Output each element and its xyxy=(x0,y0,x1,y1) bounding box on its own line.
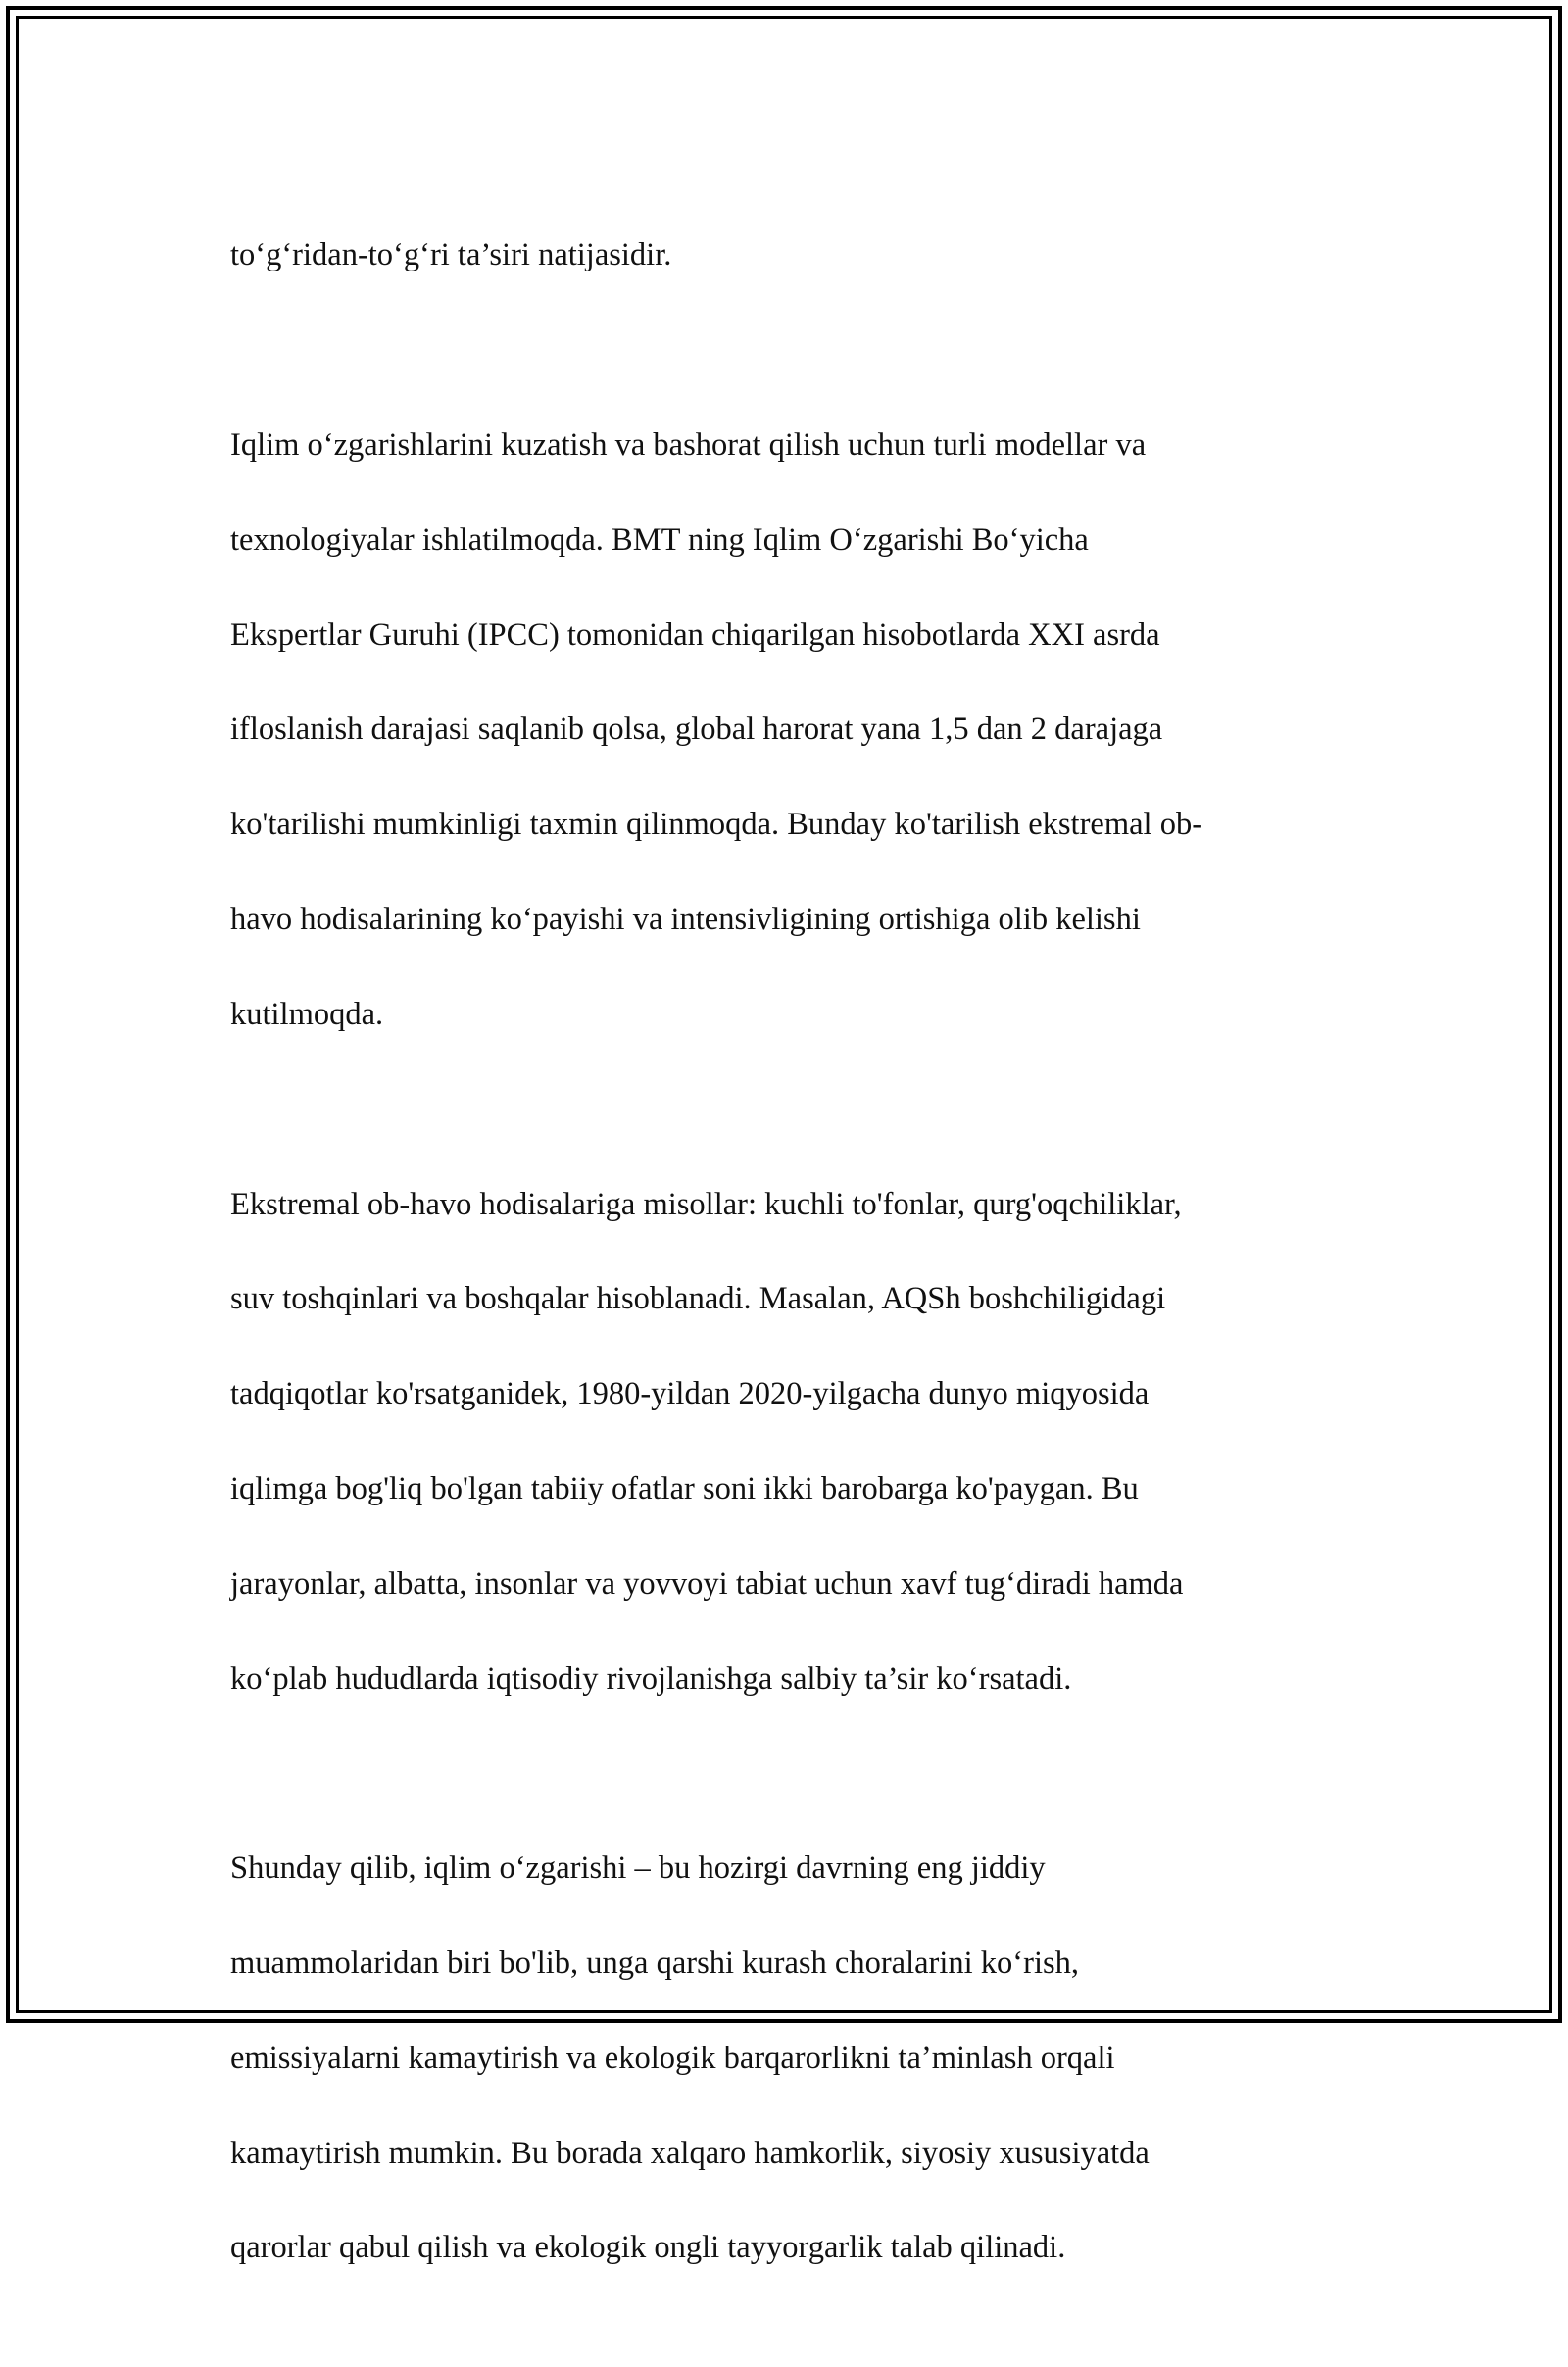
text-line: Shunday qilib, iqlim o‘zgarishi – bu hozirgi davrning eng jiddiy xyxy=(230,1850,1046,1887)
text-line: Iqlim o‘zgarishlarini kuzatish va bashorat qilish uchun turli modellar va xyxy=(230,427,1147,464)
text-line: emissiyalarni kamaytirish va ekologik barqarorlikni ta’minlash orqali xyxy=(230,2040,1115,2076)
text-line: Ekstremal ob-havo hodisalariga misollar: kuchli to'fonlar, qurg'oqchiliklar, xyxy=(230,1186,1182,1222)
text-line: jarayonlar, albatta, insonlar va yovvoyi tabiat uchun xavf tug‘diradi hamda xyxy=(230,1565,1184,1602)
text-line: muammolaridan biri bo'lib, unga qarshi kurash choralarini ko‘rish, xyxy=(230,1945,1079,1981)
paragraph-1 xyxy=(230,184,1338,326)
text-line: kutilmoqda. xyxy=(230,996,384,1032)
text-line: to‘g‘ridan-to‘g‘ri ta’siri natijasidir. xyxy=(230,237,672,273)
text-line: Ekspertlar Guruhi (IPCC) tomonidan chiqarilgan hisobotlarda XXI asrda xyxy=(230,616,1160,653)
paragraph-4 xyxy=(230,1798,1338,2319)
text-line: qarorlar qabul qilish va ekologik ongli tayyorgarlik talab qilinadi. xyxy=(230,2230,1066,2266)
document-body xyxy=(230,184,1338,2367)
paragraph-2 xyxy=(230,374,1338,1086)
text-line: texnologiyalar ishlatilmoqda. BMT ning Iqlim O‘zgarishi Bo‘yicha xyxy=(230,521,1089,558)
text-line: suv toshqinlari va boshqalar hisoblanadi. Masalan, AQSh boshchiligidagi xyxy=(230,1281,1166,1317)
paragraph-3 xyxy=(230,1133,1338,1750)
text-line: ko‘plab hududlarda iqtisodiy rivojlanishga salbiy ta’sir ko‘rsatadi. xyxy=(230,1660,1072,1697)
text-line: tadqiqotlar ko'rsatganidek, 1980-yildan 2020-yilgacha dunyo miqyosida xyxy=(230,1376,1150,1412)
text-line: kamaytirish mumkin. Bu borada xalqaro hamkorlik, siyosiy xususiyatda xyxy=(230,2135,1150,2171)
text-line: havo hodisalarining ko‘payishi va intensivligining ortishiga olib kelishi xyxy=(230,902,1141,938)
text-line: ifloslanish darajasi saqlanib qolsa, global harorat yana 1,5 dan 2 darajaga xyxy=(230,712,1163,748)
text-line: ko'tarilishi mumkinligi taxmin qilinmoqda. Bunday ko'tarilish ekstremal ob- xyxy=(230,807,1203,843)
text-line: iqlimga bog'liq bo'lgan tabiiy ofatlar soni ikki barobarga ko'paygan. Bu xyxy=(230,1470,1139,1506)
